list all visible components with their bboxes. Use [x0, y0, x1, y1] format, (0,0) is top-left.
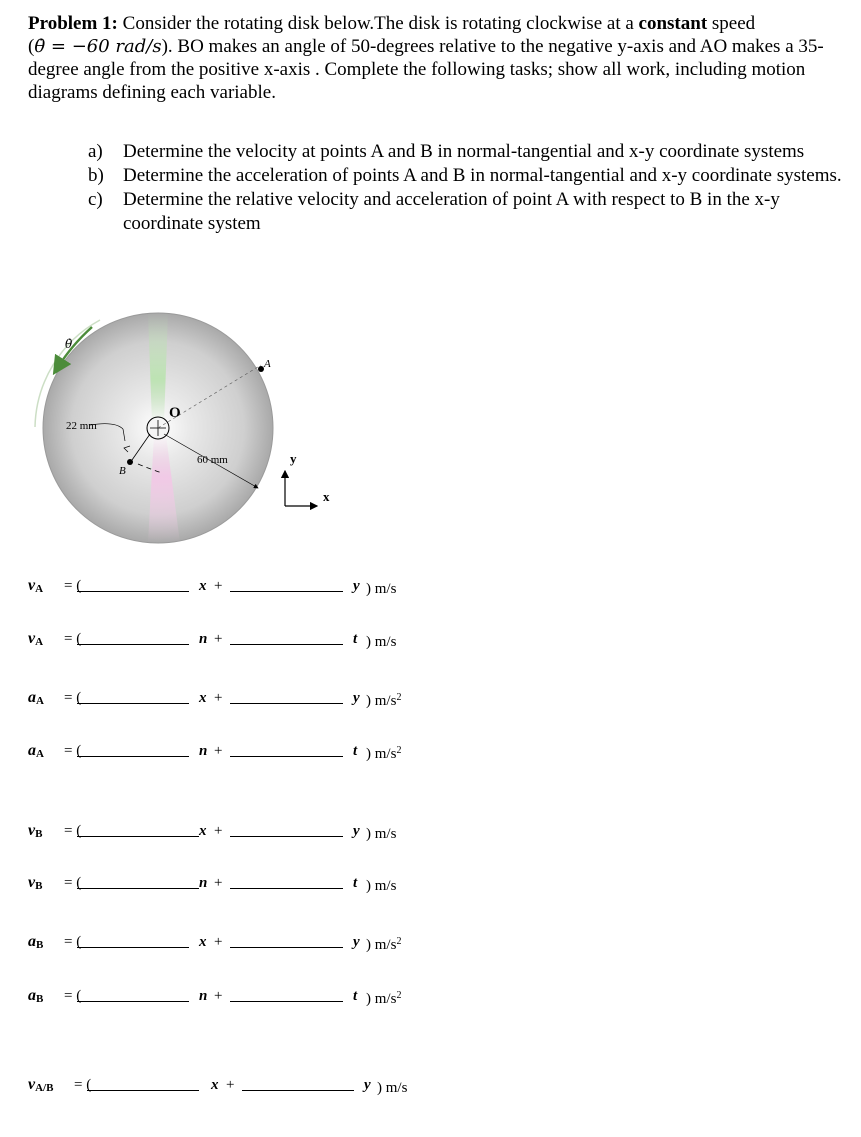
component-label: y: [353, 690, 360, 706]
component-label: x: [199, 578, 207, 594]
theta-dot-label: θ̇: [65, 337, 73, 351]
component-label: x: [199, 823, 207, 839]
eq-variable: $v_{A/B}$: [28, 1076, 54, 1094]
plus-sign: +: [214, 823, 223, 839]
problem-bold-word: constant: [638, 13, 708, 34]
component-label: t: [353, 631, 358, 647]
answer-blank[interactable]: [230, 703, 343, 704]
unit-label: m/s: [374, 826, 397, 842]
task-label: c): [88, 189, 103, 210]
component-label: t: [353, 988, 358, 1004]
eq-variable: $a_B$: [28, 933, 44, 951]
plus-sign: +: [214, 690, 223, 706]
dim-22-label: 22 mm: [66, 420, 97, 432]
component-label: n: [199, 631, 208, 647]
eq-variable: $v_A$: [28, 630, 44, 648]
point-a-label: A: [264, 358, 271, 370]
task-item: [88, 164, 853, 188]
center-label-o: O: [169, 405, 181, 421]
unit-label: $m/s^2$: [374, 692, 402, 709]
component-label: y: [353, 823, 360, 839]
task-text: Determine the relative velocity and acceleration of point A with respect to B in the x-y coordinate system: [123, 189, 780, 234]
component-label: t: [353, 743, 358, 759]
rotating-disk-figure: [30, 305, 350, 555]
eq-close-unit: ) $m/s^2$: [366, 692, 402, 709]
dim-60-label: 60 mm: [197, 454, 228, 466]
plus-sign: +: [226, 1077, 235, 1093]
eq-equals: = (: [64, 823, 82, 839]
eq-close-unit: ) m/s: [366, 634, 397, 650]
component-label: n: [199, 875, 208, 891]
eq-equals: = (: [64, 988, 82, 1004]
eq-equals: = (: [64, 934, 82, 950]
unit-label: m/s: [374, 634, 397, 650]
eq-variable: $a_A$: [28, 742, 44, 760]
unit-label: $m/s^2$: [374, 990, 402, 1007]
plus-sign: +: [214, 875, 223, 891]
answer-blank[interactable]: [77, 888, 199, 889]
component-label: n: [199, 743, 208, 759]
task-label: b): [88, 165, 104, 186]
task-label: a): [88, 141, 103, 162]
eq-close-unit: ) m/s: [366, 581, 397, 597]
component-label: x: [211, 1077, 219, 1093]
answer-blank[interactable]: [230, 1001, 343, 1002]
answer-blank[interactable]: [77, 644, 189, 645]
eq-equals: = (: [64, 631, 82, 647]
problem-label: Problem 1:: [28, 13, 118, 34]
eq-equals: = (: [74, 1077, 92, 1093]
plus-sign: +: [214, 743, 223, 759]
problem-text-3: ). BO makes an angle of 50-degrees relative to the negative y-axis and AO makes a 35-degree angle from the positive x-axis . Complete the following tasks; show all work, including motion diagrams defining each variable.: [28, 36, 824, 103]
unit-label: m/s: [374, 581, 397, 597]
answer-blank[interactable]: [77, 756, 189, 757]
eq-equals: = (: [64, 743, 82, 759]
eq-variable: $a_A$: [28, 689, 44, 707]
answer-blank[interactable]: [230, 591, 343, 592]
task-list: [88, 140, 853, 236]
problem-open-paren: (: [28, 36, 35, 57]
eq-close-unit: ) $m/s^2$: [366, 990, 402, 1007]
answer-blank[interactable]: [77, 703, 189, 704]
answer-blank[interactable]: [230, 888, 343, 889]
answer-blank[interactable]: [77, 591, 189, 592]
answer-blank[interactable]: [242, 1090, 354, 1091]
problem-text-2: speed: [707, 13, 756, 34]
point-b-dot: [127, 459, 133, 465]
component-label: n: [199, 988, 208, 1004]
eq-close-unit: ) m/s: [366, 878, 397, 894]
component-label: y: [364, 1077, 371, 1093]
task-item: [88, 140, 853, 164]
angular-speed-value: = −60 rad/s: [45, 36, 162, 57]
answer-blank[interactable]: [230, 836, 343, 837]
unit-label: m/s: [374, 878, 397, 894]
problem-statement: [28, 12, 850, 104]
eq-close-unit: ) m/s: [377, 1080, 408, 1096]
eq-equals: = (: [64, 578, 82, 594]
component-label: x: [199, 690, 207, 706]
eq-variable: $a_B$: [28, 987, 44, 1005]
plus-sign: +: [214, 988, 223, 1004]
component-label: y: [353, 578, 360, 594]
eq-close-unit: ) $m/s^2$: [366, 745, 402, 762]
task-item: [88, 188, 853, 236]
plus-sign: +: [214, 934, 223, 950]
task-text: Determine the acceleration of points A and B in normal-tangential and x-y coordinate systems.: [123, 165, 842, 186]
eq-variable: $v_B$: [28, 822, 43, 840]
answer-blank[interactable]: [77, 836, 199, 837]
eq-close-unit: ) $m/s^2$: [366, 936, 402, 953]
answer-blank[interactable]: [230, 756, 343, 757]
x-axis-label: x: [323, 489, 330, 504]
eq-equals: = (: [64, 875, 82, 891]
eq-variable: $v_B$: [28, 874, 43, 892]
answer-blank[interactable]: [77, 1001, 189, 1002]
eq-variable: $v_A$: [28, 577, 44, 595]
point-b-label: B: [119, 465, 126, 477]
eq-close-unit: ) m/s: [366, 826, 397, 842]
unit-label: $m/s^2$: [374, 745, 402, 762]
eq-equals: = (: [64, 690, 82, 706]
component-label: t: [353, 875, 358, 891]
component-label: y: [353, 934, 360, 950]
component-label: x: [199, 934, 207, 950]
task-text: Determine the velocity at points A and B in normal-tangential and x-y coordinate systems: [123, 141, 805, 162]
answer-blank[interactable]: [230, 644, 343, 645]
problem-text-1: Consider the rotating disk below.The disk is rotating clockwise at a: [117, 13, 639, 34]
unit-label: $m/s^2$: [374, 936, 402, 953]
answer-blank[interactable]: [77, 947, 189, 948]
answer-blank[interactable]: [87, 1090, 199, 1091]
plus-sign: +: [214, 578, 223, 594]
theta-dot-symbol: θ̇: [34, 36, 46, 57]
unit-label: m/s: [385, 1080, 408, 1096]
plus-sign: +: [214, 631, 223, 647]
answer-blank[interactable]: [230, 947, 343, 948]
y-axis-label: y: [290, 451, 297, 466]
